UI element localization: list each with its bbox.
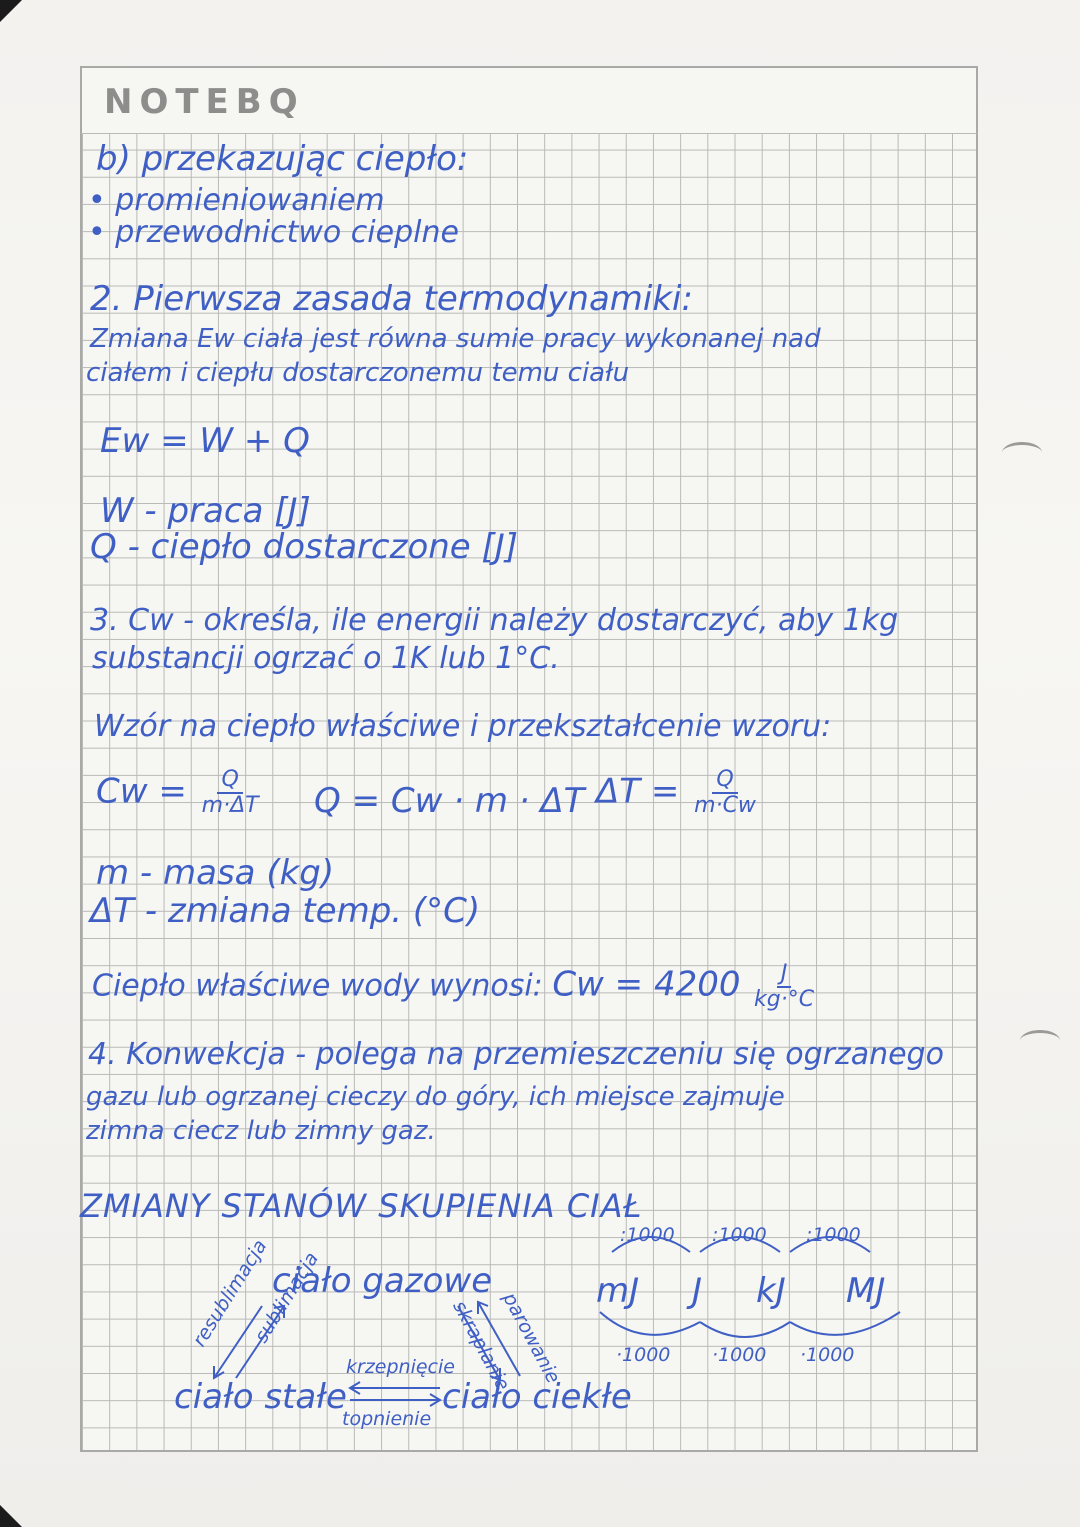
arrow-sublimation bbox=[236, 1306, 284, 1378]
section-b-item: • promieniowaniem bbox=[88, 183, 385, 218]
numerator: Q bbox=[217, 768, 242, 794]
divide-label: :1000 bbox=[806, 1224, 861, 1246]
state-solid: ciało stałe bbox=[174, 1377, 347, 1417]
section-4-line: 4. Konwekcja - polega na przemieszczeniu się ogrzanego bbox=[88, 1037, 944, 1072]
section-4-line: gazu lub ogrzanej cieczy do góry, ich miejsce zajmuje bbox=[86, 1082, 785, 1112]
water-text: Ciepło właściwe wody wynosi: bbox=[92, 968, 543, 1004]
divide-label: :1000 bbox=[712, 1224, 767, 1246]
arc-multiply bbox=[600, 1312, 700, 1335]
section-3-line: 3. Cw - określa, ile energii należy dostarczyć, aby 1kg bbox=[90, 603, 899, 638]
states-title: ZMIANY STANÓW SKUPIENIA CIAŁ bbox=[80, 1187, 643, 1225]
definition-temp-change: ΔT - zmiana temp. (°C) bbox=[90, 891, 481, 931]
multiply-label: ·1000 bbox=[712, 1344, 767, 1366]
formula-heat: Q = Cw · m · ΔT bbox=[314, 781, 585, 821]
section-4-line: zimna ciecz lub zimny gaz. bbox=[86, 1116, 436, 1146]
state-liquid: ciało ciekłe bbox=[442, 1377, 632, 1417]
arc-multiply bbox=[790, 1312, 900, 1335]
water-value: Cw = 4200 bbox=[552, 964, 741, 1005]
denominator: m·ΔT bbox=[201, 793, 259, 819]
definition-work: W - praca [J] bbox=[100, 491, 311, 531]
label-krzepniecie: krzepnięcie bbox=[346, 1356, 455, 1378]
section-3-line: substancji ogrzać o 1K lub 1°C. bbox=[92, 641, 560, 676]
multiply-label: ·1000 bbox=[800, 1344, 855, 1366]
formulas-heading: Wzór na ciepło właściwe i przekształcenie wzoru: bbox=[94, 709, 832, 744]
brand-logo: NOTEBQ bbox=[104, 82, 305, 122]
multiply-label: ·1000 bbox=[616, 1344, 671, 1366]
unit-label: MJ bbox=[846, 1271, 886, 1311]
denominator: kg·°C bbox=[754, 987, 815, 1013]
section-b-heading: b) przekazując ciepło: bbox=[96, 139, 469, 179]
denominator: m·Cw bbox=[694, 793, 756, 819]
label-topnienie: topnienie bbox=[342, 1408, 432, 1430]
arc-multiply bbox=[700, 1322, 790, 1337]
section-2-line: ciałem i ciepłu dostarczonemu temu ciału bbox=[86, 358, 630, 388]
definition-heat: Q - ciepło dostarczone [J] bbox=[90, 527, 519, 567]
section-2-heading: 2. Pierwsza zasada termodynamiki: bbox=[90, 279, 693, 319]
divide-label: :1000 bbox=[620, 1224, 675, 1246]
section-2-line: Zmiana Ew ciała jest równa sumie pracy wykonanej nad bbox=[90, 324, 821, 354]
numerator: J bbox=[777, 962, 792, 988]
label-skraplanie: skraplanie bbox=[448, 1297, 514, 1395]
arrow-resublimation bbox=[214, 1306, 262, 1378]
unit-label: kJ bbox=[756, 1271, 786, 1311]
arrow-condensation bbox=[458, 1306, 500, 1380]
label-parowanie: parowanie bbox=[498, 1289, 565, 1388]
formula-lhs: Cw = bbox=[96, 771, 187, 812]
formula-lhs: ΔT = bbox=[596, 771, 680, 812]
unit-label: J bbox=[692, 1271, 703, 1311]
label-resublimacja: resublimacja bbox=[188, 1235, 272, 1351]
arrow-evaporation bbox=[478, 1302, 520, 1376]
state-gas: ciało gazowe bbox=[272, 1261, 493, 1301]
label-sublimacja: sublimacja bbox=[250, 1248, 324, 1347]
unit-label: mJ bbox=[596, 1271, 640, 1311]
numerator: Q bbox=[712, 768, 737, 794]
section-b-item: • przewodnictwo cieplne bbox=[88, 215, 459, 250]
first-law-formula: Ew = W + Q bbox=[100, 421, 310, 461]
definition-mass: m - masa (kg) bbox=[96, 853, 335, 893]
